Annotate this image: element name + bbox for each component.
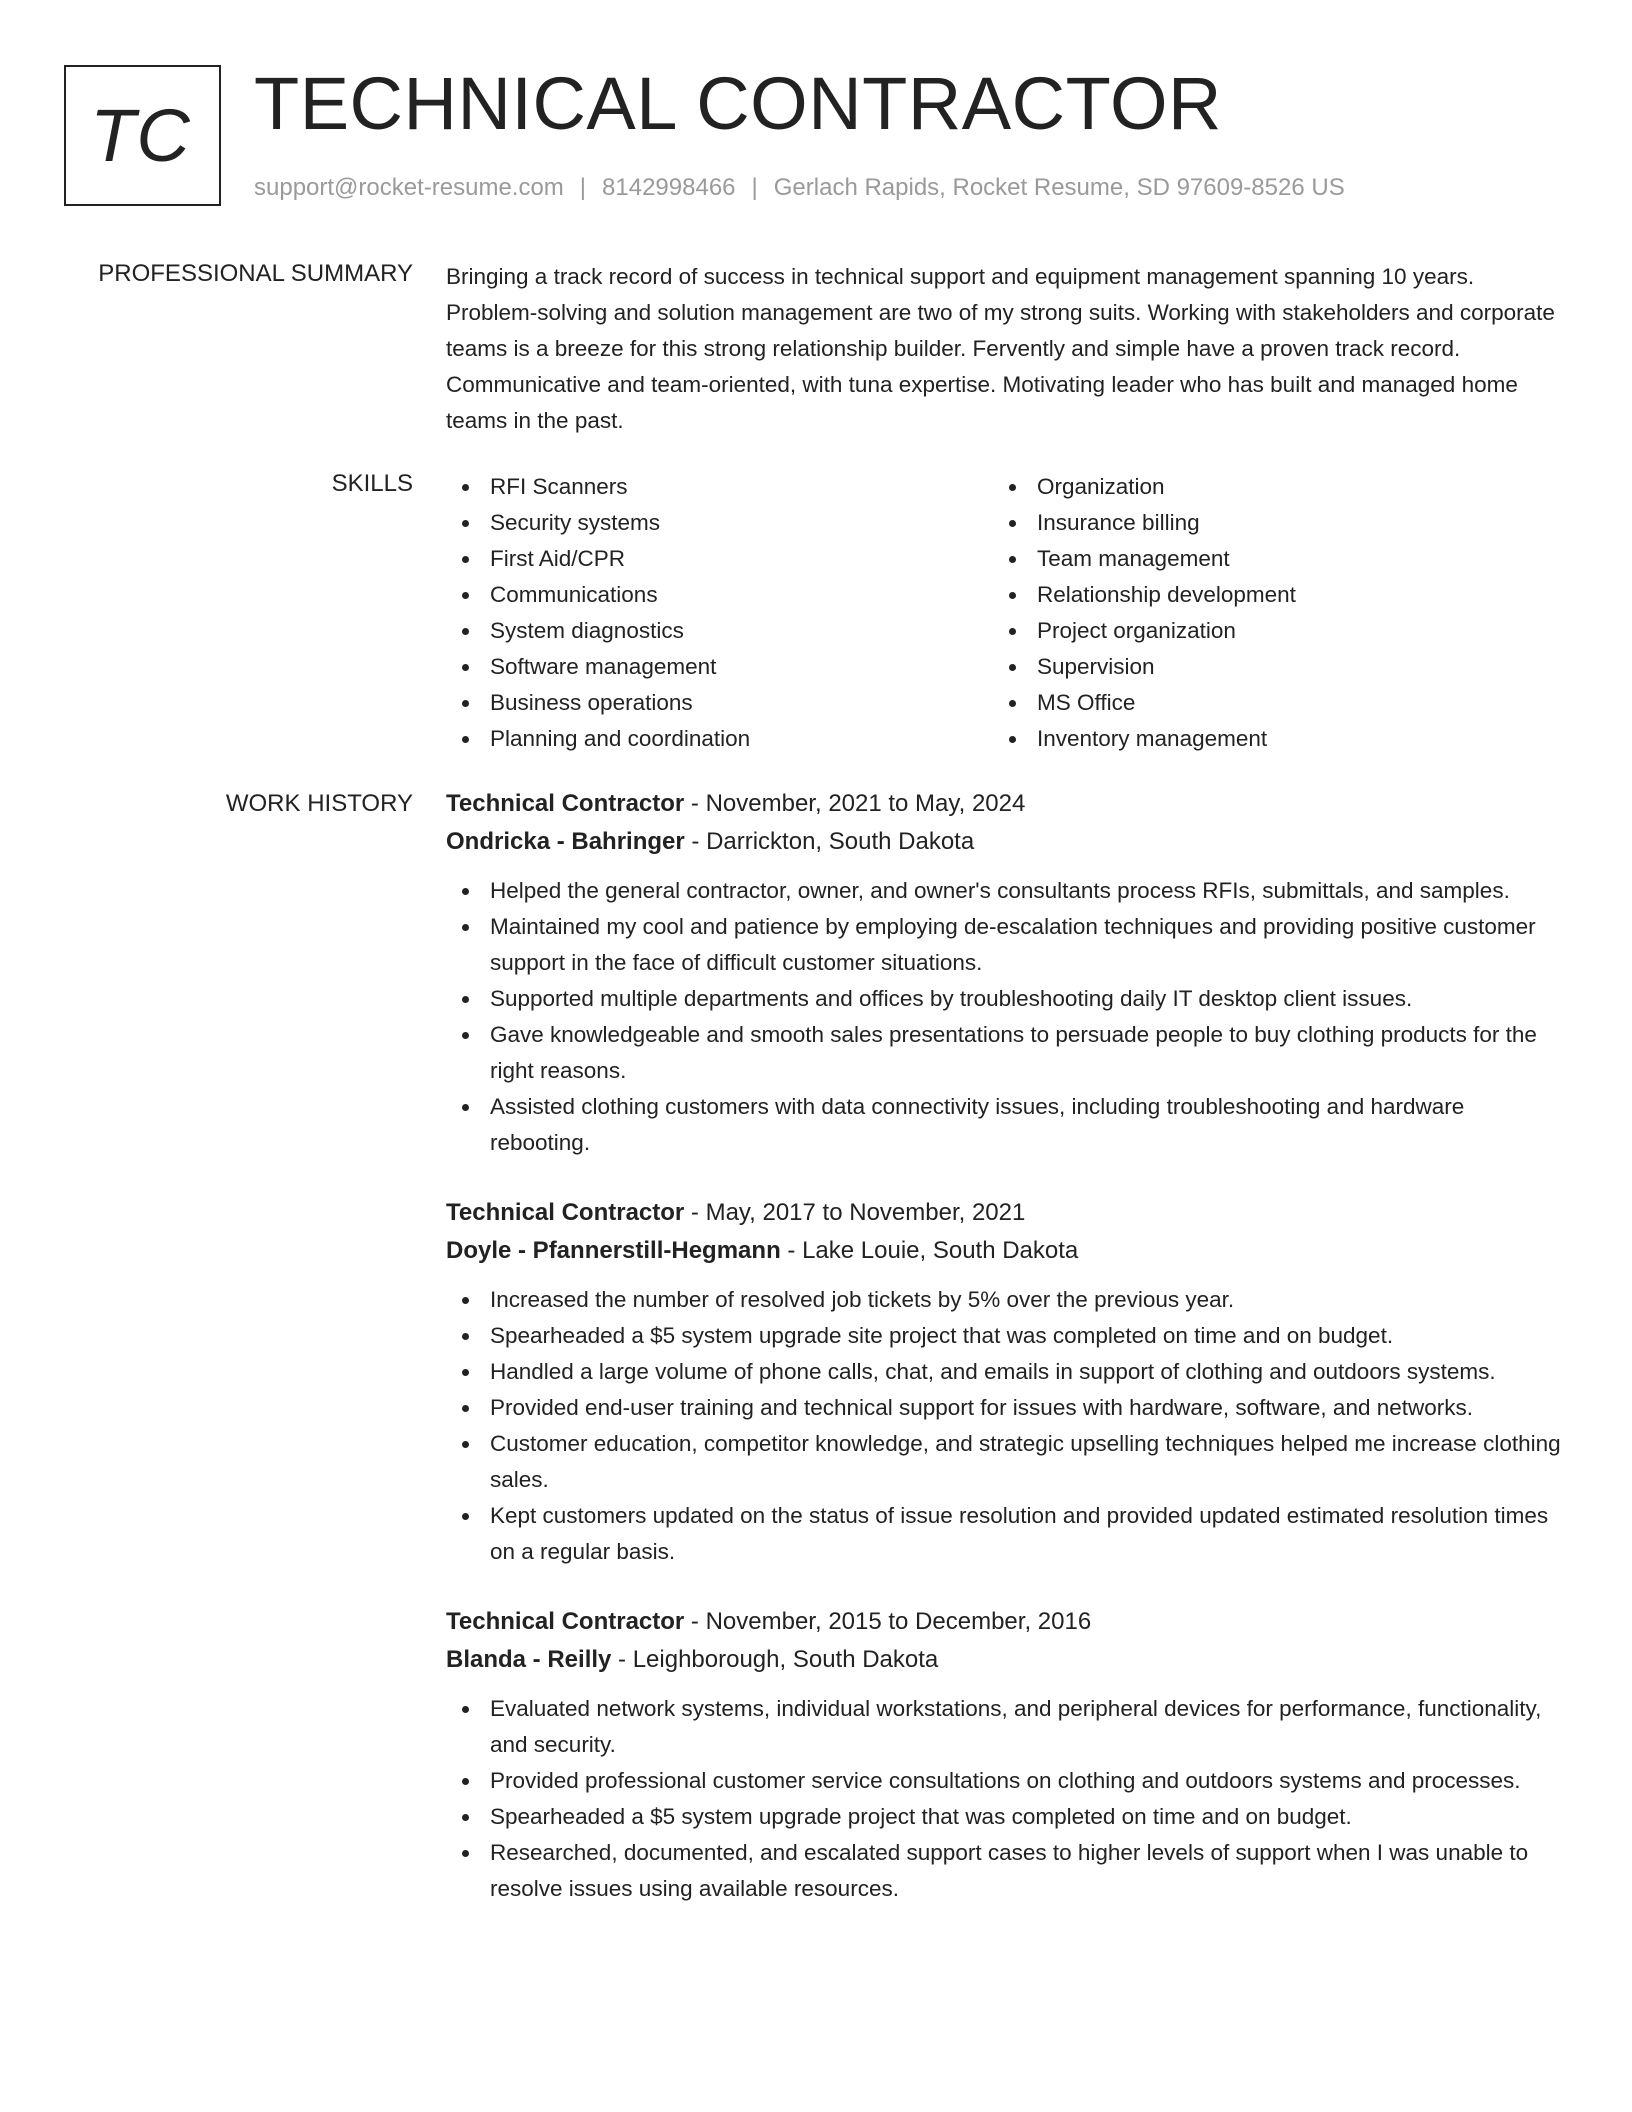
skill-item: Business operations <box>446 685 993 721</box>
skill-item: First Aid/CPR <box>446 541 993 577</box>
job-entry <box>446 1194 1562 1570</box>
work-history-body <box>446 785 1562 1940</box>
summary-body <box>446 259 1562 439</box>
job-title-line <box>446 1603 1562 1641</box>
resume-header <box>64 62 1564 210</box>
job-bullet: Handled a large volume of phone calls, chat, and emails in support of clothing and outdoors systems. <box>446 1354 1562 1390</box>
job-dates: - November, 2015 to December, 2016 <box>684 1608 1092 1635</box>
job-bullet: Supported multiple departments and offices by troubleshooting daily IT desktop client issues. <box>446 981 1562 1017</box>
skill-item: Project organization <box>993 613 1540 649</box>
summary-heading: PROFESSIONAL SUMMARY <box>98 260 413 287</box>
candidate-name: TECHNICAL CONTRACTOR <box>254 62 1222 145</box>
contact-email: support@rocket-resume.com <box>254 174 564 201</box>
skill-item: Communications <box>446 577 993 613</box>
job-entry <box>446 1603 1562 1907</box>
job-location: - Darrickton, South Dakota <box>684 828 975 855</box>
job-bullet: Customer education, competitor knowledge, and strategic upselling techniques helped me increase clothing sales. <box>446 1426 1562 1498</box>
job-bullet: Provided professional customer service consultations on clothing and outdoors systems and processes. <box>446 1763 1562 1799</box>
job-bullet: Maintained my cool and patience by employing de-escalation techniques and providing positive customer support in the face of difficult customer situations. <box>446 909 1562 981</box>
job-dates: - November, 2021 to May, 2024 <box>684 790 1026 817</box>
job-location: - Leighborough, South Dakota <box>611 1646 939 1673</box>
job-title: Technical Contractor <box>446 1608 685 1635</box>
summary-text: Bringing a track record of success in technical support and equipment management spanning 10 years. Problem-solving and solution management are two of my strong suits. Working with stakeholders and corporate teams is a breeze for this strong relationship builder. Fervently and simple have a proven track record. Communicative and team-oriented, with tuna expertise. Motivating leader who has built and managed home teams in the past. <box>446 264 1555 433</box>
job-title-line <box>446 785 1562 823</box>
work-history-heading: WORK HISTORY <box>225 790 413 817</box>
skill-item: Inventory management <box>993 721 1540 757</box>
job-bullet: Helped the general contractor, owner, and owner's consultants process RFIs, submittals, and samples. <box>446 873 1562 909</box>
skill-item: Team management <box>993 541 1540 577</box>
job-location: - Lake Louie, South Dakota <box>780 1237 1079 1264</box>
skill-item: Planning and coordination <box>446 721 993 757</box>
contact-separator: | <box>751 174 758 201</box>
skill-item: Insurance billing <box>993 505 1540 541</box>
skill-item: System diagnostics <box>446 613 993 649</box>
job-company-line <box>446 1232 1562 1270</box>
job-bullets <box>446 1282 1562 1570</box>
contact-line <box>254 173 1345 203</box>
job-company: Doyle - Pfannerstill-Hegmann <box>446 1237 781 1264</box>
job-company-line <box>446 823 1562 861</box>
job-bullet: Kept customers updated on the status of issue resolution and provided updated estimated resolution times on a regular basis. <box>446 1498 1562 1570</box>
job-bullet: Evaluated network systems, individual workstations, and peripheral devices for performance, functionality, and security. <box>446 1691 1562 1763</box>
skill-item: MS Office <box>993 685 1540 721</box>
contact-phone: 8142998466 <box>602 174 736 201</box>
job-company: Ondricka - Bahringer <box>446 828 685 855</box>
job-title-line <box>446 1194 1562 1232</box>
job-dates: - May, 2017 to November, 2021 <box>684 1199 1026 1226</box>
skill-item: Security systems <box>446 505 993 541</box>
monogram-box <box>64 65 221 206</box>
skill-item: RFI Scanners <box>446 469 993 505</box>
job-company-line <box>446 1641 1562 1679</box>
job-bullets <box>446 873 1562 1161</box>
skill-item: Software management <box>446 649 993 685</box>
job-bullet: Increased the number of resolved job tickets by 5% over the previous year. <box>446 1282 1562 1318</box>
job-company: Blanda - Reilly <box>446 1646 612 1673</box>
contact-separator: | <box>579 174 587 201</box>
skill-item: Supervision <box>993 649 1540 685</box>
job-bullet: Assisted clothing customers with data connectivity issues, including troubleshooting and hardware rebooting. <box>446 1089 1562 1161</box>
job-bullet: Provided end-user training and technical support for issues with hardware, software, and networks. <box>446 1390 1562 1426</box>
skills-body <box>446 469 1562 757</box>
job-title: Technical Contractor <box>446 1199 685 1226</box>
job-entry <box>446 785 1562 1161</box>
skills-list-left <box>446 469 993 757</box>
job-bullet: Researched, documented, and escalated support cases to higher levels of support when I was unable to resolve issues using available resources. <box>446 1835 1562 1907</box>
skill-item: Relationship development <box>993 577 1540 613</box>
skills-list-right <box>993 469 1540 757</box>
skills-columns <box>446 469 1562 757</box>
job-bullet: Gave knowledgeable and smooth sales presentations to persuade people to buy clothing products for the right reasons. <box>446 1017 1562 1089</box>
skills-heading: SKILLS <box>331 470 413 497</box>
job-bullet: Spearheaded a $5 system upgrade project that was completed on time and on budget. <box>446 1799 1562 1835</box>
skill-item: Organization <box>993 469 1540 505</box>
job-title: Technical Contractor <box>446 790 685 817</box>
job-bullets <box>446 1691 1562 1907</box>
contact-address: Gerlach Rapids, Rocket Resume, SD 97609-8526 US <box>773 174 1345 201</box>
monogram-initials: TC <box>90 94 191 177</box>
job-bullet: Spearheaded a $5 system upgrade site project that was completed on time and on budget. <box>446 1318 1562 1354</box>
